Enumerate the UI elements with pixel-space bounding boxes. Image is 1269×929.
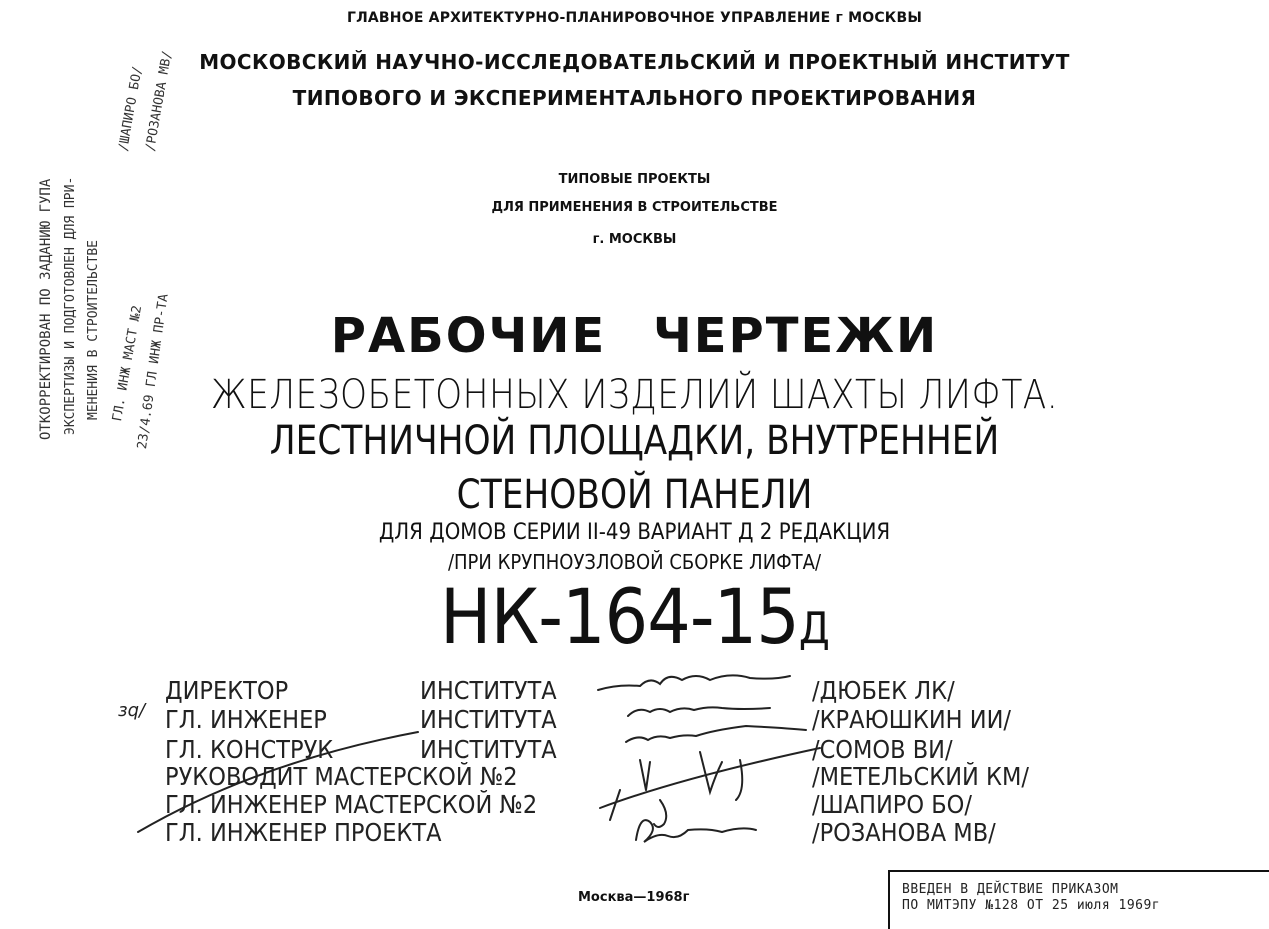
title-line-2: ЛЕСТНИЧНОЙ ПЛОЩАДКИ, ВНУТРЕННЕЙ	[269, 418, 1000, 464]
stamp-line-2: ПО МИТЭПУ №128 ОТ 25 июля 1969г	[902, 898, 1161, 913]
signature-org: ИНСТИТУТА	[420, 735, 557, 764]
signature-role: ГЛ. ИНЖЕНЕР	[165, 705, 327, 734]
document-code	[63, 572, 1205, 661]
subheader-line-2: ДЛЯ ПРИМЕНЕНИЯ В СТРОИТЕЛЬСТВЕ	[491, 200, 778, 215]
signature-name: /ДЮБЕК ЛК/	[812, 676, 955, 705]
signature-name: /РОЗАНОВА МВ/	[812, 818, 996, 847]
header-line-2: МОСКОВСКИЙ НАУЧНО-ИССЛЕДОВАТЕЛЬСКИЙ И ПРОЕКТНЫЙ ИНСТИТУТ	[199, 50, 1070, 74]
margin-note-name1: /ШАПИРО БО/	[116, 65, 146, 153]
subheader-line-3: г. МОСКВЫ	[592, 232, 677, 247]
document-title: РАБОЧИЕ ЧЕРТЕЖИ	[330, 308, 939, 364]
signature-name: /ШАПИРО БО/	[812, 790, 972, 819]
signature-scribble	[600, 748, 820, 827]
margin-note-line4: ГЛ. ИНЖ МАСТ №2	[110, 304, 146, 423]
margin-note-name2: /РОЗАНОВА МВ/	[143, 49, 176, 153]
header-line-3: ТИПОВОГО И ЭКСПЕРИМЕНТАЛЬНОГО ПРОЕКТИРОВАНИЯ	[292, 86, 977, 110]
signature-role: ГЛ. ИНЖЕНЕР ПРОЕКТА	[165, 818, 442, 847]
signature-role: ДИРЕКТОР	[165, 676, 289, 705]
title-line-1: ЖЕЛЕЗОБЕТОННЫХ ИЗДЕЛИЙ ШАХТЫ ЛИФТА.	[210, 372, 1059, 418]
subheader-line-1: ТИПОВЫЕ ПРОЕКТЫ	[558, 172, 711, 187]
signature-scribble	[636, 820, 756, 842]
signature-scribble	[628, 707, 770, 716]
document-code-main: НК-164-15	[440, 572, 799, 661]
signature-name: /КРАЮШКИН ИИ/	[812, 705, 1011, 734]
stamp-line-1: ВВЕДЕН В ДЕЙСТВИЕ ПРИКАЗОМ	[902, 882, 1119, 897]
signature-role: РУКОВОДИТ МАСТЕРСКОЙ №2	[165, 762, 518, 791]
margin-note-line3: МЕНЕНИЯ В СТРОИТЕЛЬСТВЕ	[86, 239, 101, 420]
signatures-mark: зq/	[118, 700, 146, 721]
signature-name: /СОМОВ ВИ/	[812, 735, 953, 764]
header-line-1: ГЛАВНОЕ АРХИТЕКТУРНО-ПЛАНИРОВОЧНОЕ УПРАВЛЕНИЕ г МОСКВЫ	[346, 10, 923, 26]
signature-org: ИНСТИТУТА	[420, 705, 557, 734]
signature-role: ГЛ. КОНСТРУК	[165, 735, 334, 764]
title-line-4: ДЛЯ ДОМОВ СЕРИИ II-49 ВАРИАНТ Д 2 РЕДАКЦИЯ	[378, 520, 891, 545]
margin-note-line2: ЭКСПЕРТИЗЫ И ПОДГОТОВЛЕН ДЛЯ ПРИ-	[63, 176, 78, 435]
enactment-stamp	[888, 870, 1269, 929]
signature-scribble	[626, 726, 806, 742]
signature-scribble	[640, 752, 742, 800]
title-line-3: СТЕНОВОЙ ПАНЕЛИ	[456, 472, 813, 518]
margin-note-line5: 23/4.69 ГЛ ИНЖ ПР-ТА	[135, 292, 172, 451]
signature-role: ГЛ. ИНЖЕНЕР МАСТЕРСКОЙ №2	[165, 790, 538, 819]
signature-name: /МЕТЕЛЬСКИЙ КМ/	[812, 762, 1029, 791]
signature-scribble	[598, 675, 790, 690]
signature-org: ИНСТИТУТА	[420, 676, 557, 705]
margin-note-line1: ОТКОРРЕКТИРОВАН ПО ЗАДАНИЮ ГУПА	[38, 178, 54, 440]
title-line-5: /ПРИ КРУПНОУЗЛОВОЙ СБОРКЕ ЛИФТА/	[447, 550, 822, 574]
document-code-suffix: Д	[798, 603, 829, 654]
footer-city-year: Москва—1968г	[578, 890, 690, 905]
